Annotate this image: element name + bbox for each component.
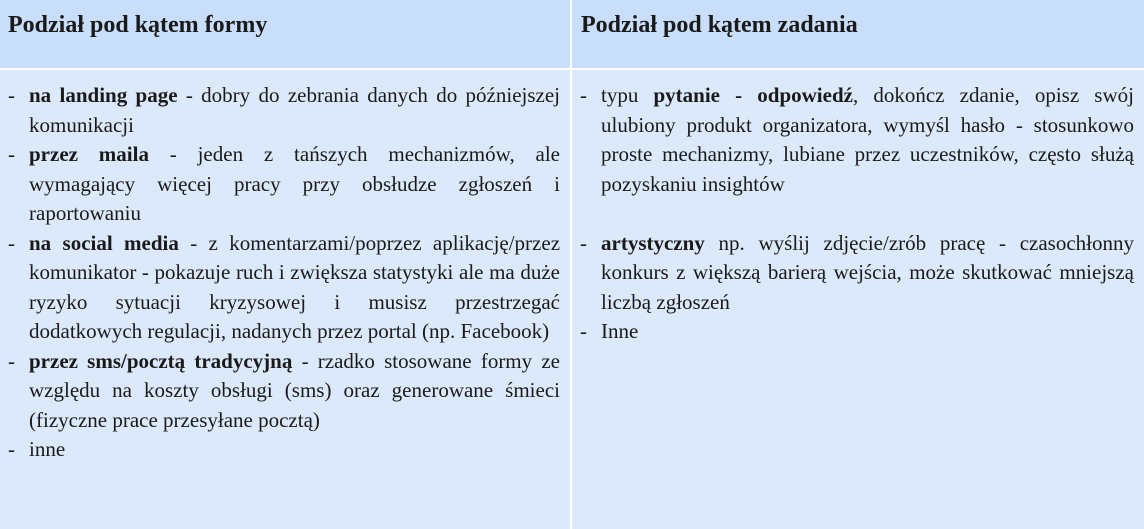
list-item: - Inne xyxy=(580,319,639,343)
item-text: , dokończ zdanie, opisz swój ulubiony produkt organizatora, wymyśl hasło - stosunkowo proste mechanizmy, lubiane przez uczestników, często służą pozyskaniu insightów xyxy=(601,83,1134,196)
item-text: - dobry do zebrania danych do późniejszej komunikacji xyxy=(29,83,561,137)
header-form: Podział pod kątem formy xyxy=(8,12,268,38)
list-item: - inne xyxy=(8,437,66,461)
item-term: artystyczny xyxy=(601,230,705,255)
list-item: - na landing page - dobry do zebrania danych do późniejszej komunikacji xyxy=(8,83,561,137)
item-term: pytanie xyxy=(653,83,720,107)
item-text: np. wyślij zdjęcie/zrób pracę - czasochłonny konkurs z większą barierą wejścia, może skutkować mniejszą liczbą zgłoszeń xyxy=(601,230,1134,314)
spacer xyxy=(580,199,1134,229)
item-term: - xyxy=(720,83,758,107)
list-item: - przez maila - jeden z tańszych mechanizmów, ale wymagający więcej pracy przy obsłudze zgłoszeń i raportowaniu xyxy=(8,142,560,225)
column-divider xyxy=(570,0,572,529)
item-text: - jeden z tańszych mechanizmów, ale wymagający więcej pracy przy obsłudze zgłoszeń i raportowaniu xyxy=(29,142,560,225)
item-term: odpowiedź xyxy=(757,83,853,107)
item-text: - rzadko stosowane formy ze względu na koszty obsługi (sms) oraz generowane śmieci (fizyczne prace przesyłane pocztą) xyxy=(29,348,560,432)
item-text: typu xyxy=(601,83,654,107)
list-item: - artystyczny np. wyślij zdjęcie/zrób pracę - czasochłonny konkurs z większą barierą wejścia, może skutkować mniejszą liczbą zgłoszeń xyxy=(580,230,1134,314)
header-task: Podział pod kątem zadania xyxy=(581,12,858,38)
item-term: przez maila xyxy=(29,142,149,166)
item-term: na social media xyxy=(29,230,179,255)
task-column xyxy=(580,81,1134,347)
item-text: inne xyxy=(29,437,66,461)
list-item: - na social media - z komentarzami/poprzez aplikację/przez komunikator - pokazuje ruch i zwiększa statystyki ale ma duże ryzyko sytuacji kryzysowej i musisz przestrzegać dodatkowych regulacji, nadanych przez portal (np. Facebook) xyxy=(8,230,561,343)
list-item: - przez sms/pocztą tradycyjną - rzadko stosowane formy ze względu na koszty obsługi (sms) oraz generowane śmieci (fizyczne prace przesyłane pocztą) xyxy=(8,348,560,432)
form-column xyxy=(8,81,560,465)
item-text: - z komentarzami/poprzez aplikację/przez komunikator - pokazuje ruch i zwiększa statystyki ale ma duże ryzyko sytuacji kryzysowej i musisz przestrzegać dodatkowych regulacji, nadanych przez portal (np. Facebook) xyxy=(29,230,561,343)
row-divider xyxy=(0,68,1144,70)
item-text: Inne xyxy=(601,319,639,343)
list-item: - typu pytanie - odpowiedź, dokończ zdanie, opisz swój ulubiony produkt organizatora, wymyśl hasło - stosunkowo proste mechanizmy, lubiane przez uczestników, często służą pozyskaniu insightów xyxy=(580,83,1134,196)
item-term: przez sms/pocztą tradycyjną xyxy=(29,348,293,373)
item-term: na landing page xyxy=(29,83,178,107)
